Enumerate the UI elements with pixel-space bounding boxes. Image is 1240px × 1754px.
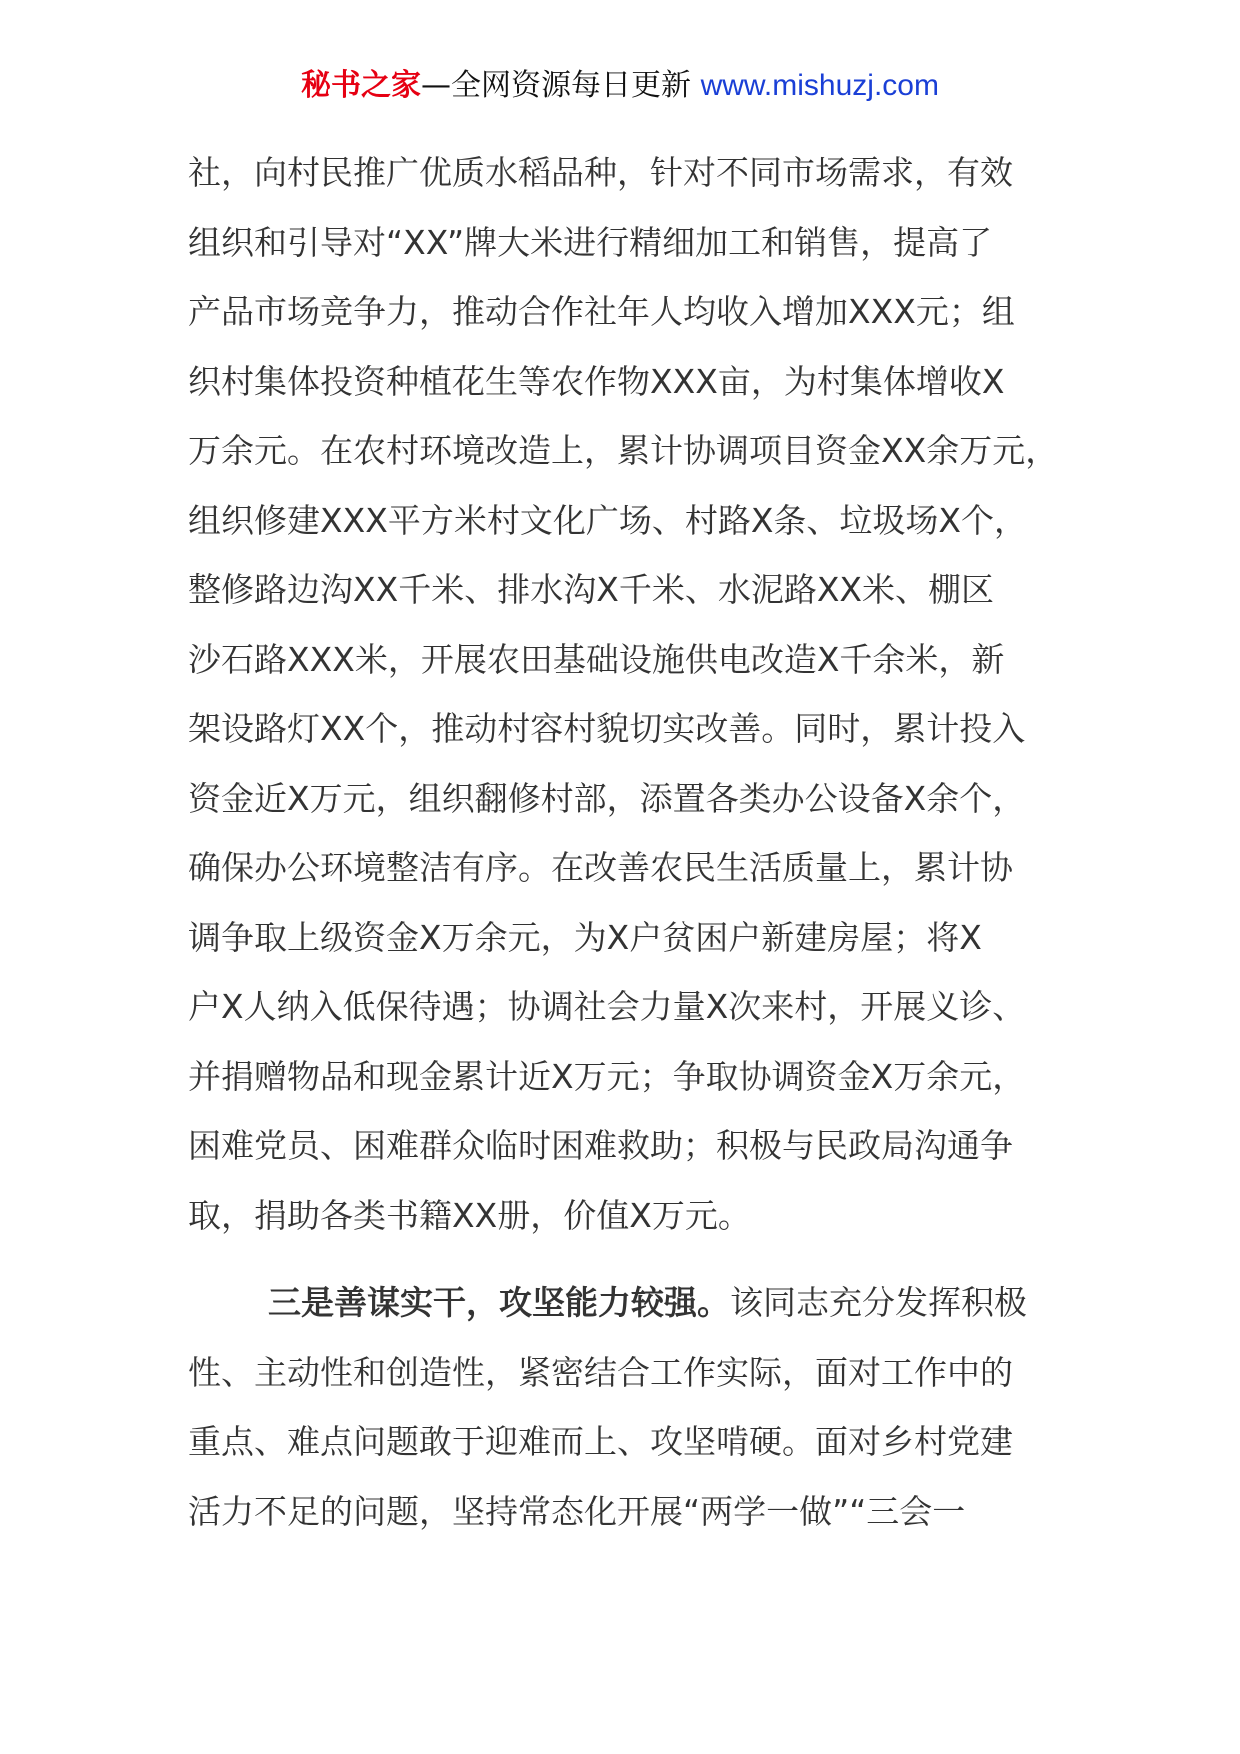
text-line: 沙石路XXX米，开展农田基础设施供电改造X千余米，新 xyxy=(188,639,1005,679)
site-url-link[interactable]: www.mishuzj.com xyxy=(700,69,939,102)
paragraph-2 xyxy=(188,1268,1088,1546)
paragraph-spacer xyxy=(188,1250,1088,1268)
text-line: 产品市场竞争力，推动合作社年人均收入增加XXX元；组 xyxy=(188,292,1015,331)
text-line: 重点、难点问题敢于迎难而上、攻坚啃硬。面对乡村党建 xyxy=(188,1422,1013,1461)
text-line: 性、主动性和创造性，紧密结合工作实际，面对工作中的 xyxy=(188,1352,1013,1392)
text-line: 资金近X万元，组织翻修村部，添置各类办公设备X余个， xyxy=(188,778,1026,818)
text-line: 织村集体投资种植花生等农作物XXX亩，为村集体增收X xyxy=(188,361,1005,401)
page-header xyxy=(0,66,1240,106)
header-tagline: —全网资源每日更新 xyxy=(421,68,701,103)
paragraph-heading: 三是善谋实干，攻坚能力较强。 xyxy=(268,1283,730,1322)
text-line: 困难党员、困难群众临时困难救助；积极与民政局沟通争 xyxy=(188,1126,1013,1165)
text-line: 并捐赠物品和现金累计近X万元；争取协调资金X万余元， xyxy=(188,1056,1026,1096)
text-line: 取，捐助各类书籍XX册，价值X万元。 xyxy=(188,1195,751,1235)
text-line: 整修路边沟XX千米、排水沟X千米、水泥路XX米、棚区 xyxy=(188,570,995,609)
text-line: 组织修建XXX平方米村文化广场、村路X条、垃圾场X个， xyxy=(188,500,1028,540)
text-line: 活力不足的问题，坚持常态化开展“两学一做”“三会一 xyxy=(188,1491,966,1531)
paragraph-lead: 该同志充分发挥积极 xyxy=(730,1283,1027,1322)
text-line: 调争取上级资金X万余元，为X户贫困户新建房屋；将X xyxy=(188,917,982,957)
text-line: 万余元。在农村环境改造上，累计协调项目资金XX余万元， xyxy=(188,431,1059,470)
text-line: 确保办公环境整洁有序。在改善农民生活质量上，累计协 xyxy=(188,848,1013,887)
brand-name: 秘书之家 xyxy=(301,68,422,103)
text-line: 架设路灯XX个，推动村容村貌切实改善。同时，累计投入 xyxy=(188,709,1026,748)
text-line: 组织和引导对“XX”牌大米进行精细加工和销售，提高了 xyxy=(188,222,993,262)
text-line: 社，向村民推广优质水稻品种，针对不同市场需求，有效 xyxy=(188,153,1013,192)
text-line: 户X人纳入低保待遇；协调社会力量X次来村，开展义诊、 xyxy=(188,987,1026,1026)
text-line-first xyxy=(188,1268,1088,1338)
document-body xyxy=(188,138,1088,1546)
paragraph-1 xyxy=(188,138,1088,1250)
